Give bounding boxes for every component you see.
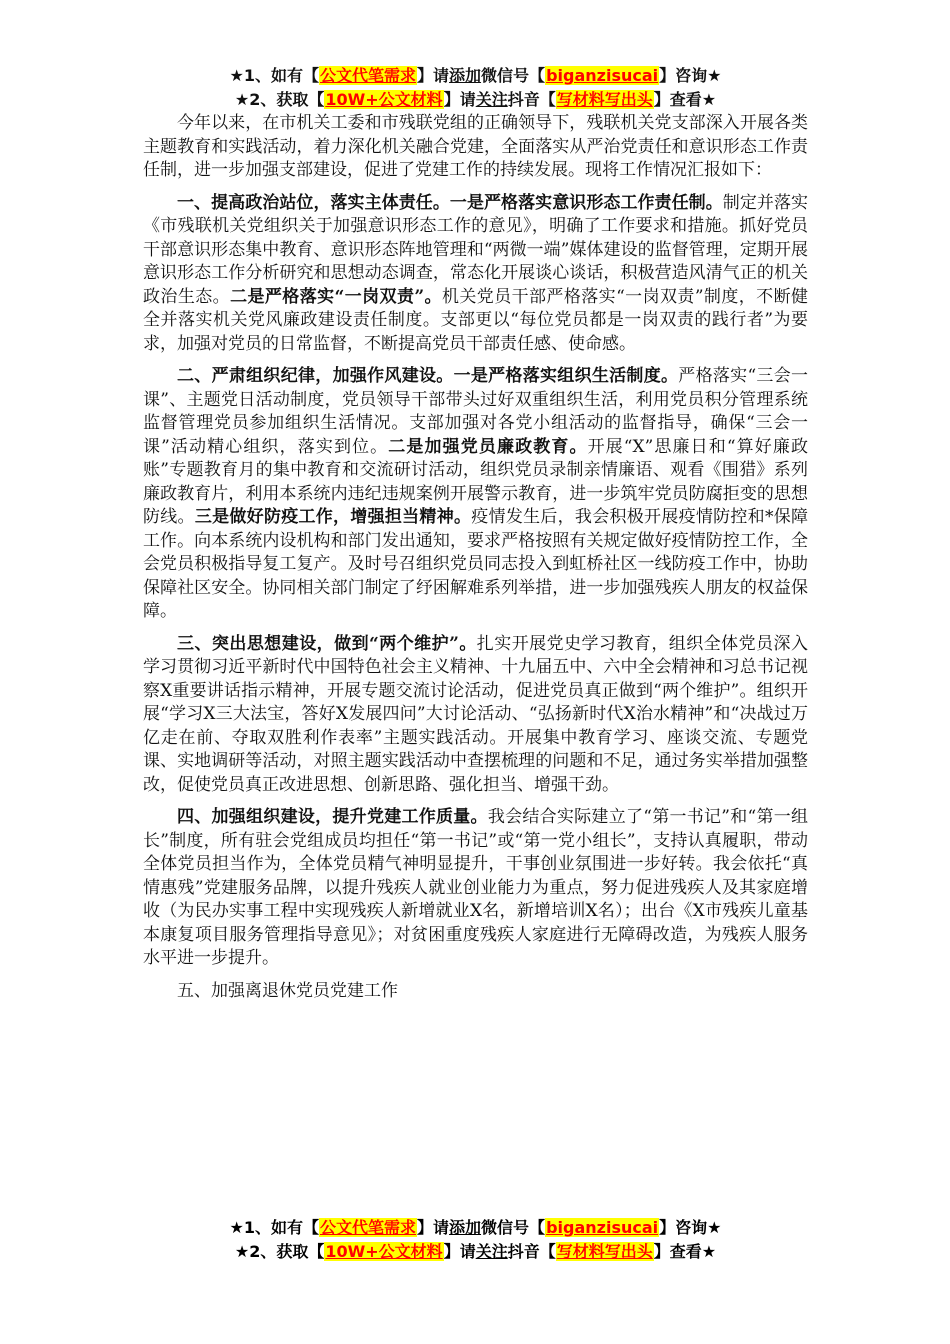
banner-underlined-text: 关注 xyxy=(475,90,508,109)
banner-text: ★1、如有【 xyxy=(229,1218,319,1237)
wechat-id-highlight: biganzisucai xyxy=(546,66,659,85)
banner-text: 】查看★ xyxy=(653,1242,717,1261)
banner-text: 】请 xyxy=(443,90,476,109)
promo-banner-bottom xyxy=(143,1216,808,1264)
highlighted-term: 10W+公文材料 xyxy=(325,1242,443,1261)
douyin-id-highlight: 写材料写出头 xyxy=(556,1242,653,1261)
section-2-subheading: 二是加强党员廉政教育。 xyxy=(388,436,588,457)
highlighted-term: 10W+公文材料 xyxy=(325,90,443,109)
highlighted-term: 公文代笔需求 xyxy=(320,66,417,85)
banner-text: 微信号【 xyxy=(481,1218,546,1237)
highlighted-term: 公文代笔需求 xyxy=(320,1218,417,1237)
section-1-paragraph xyxy=(143,192,808,357)
wechat-id-highlight: biganzisucai xyxy=(546,1218,659,1237)
banner-text: ★2、获取【 xyxy=(234,1242,325,1261)
banner-text: 】请 xyxy=(443,1242,476,1261)
section-5-heading: 五、加强离退休党员党建工作 xyxy=(177,980,398,1001)
banner-text: 】请 xyxy=(417,66,450,85)
section-2-heading: 二、严肃组织纪律，加强作风建设。一是严格落实组织生活制度。 xyxy=(177,366,679,386)
douyin-id-highlight: 写材料写出头 xyxy=(556,90,653,109)
section-1-text: 制定并落实《市残联机关党组织关于加强意识形态工作的意见》，明确了工作要求和措施。抓好党员干部意识形态集中教育、意识形态阵地管理和“两微一端”媒体建设的监督管理，定期开展意识形态工作分析研究和思想动态调查，常态化开展谈心谈话，积极营造风清气正的机关政治生态。 xyxy=(143,192,809,307)
banner-text: 】查看★ xyxy=(653,90,717,109)
intro-paragraph: 今年以来，在市机关工委和市残联党组的正确领导下，残联机关党支部深入开展各类主题教育和实践活动，着力深化机关融合党建，全面落实从严治党责任和意识形态工作责任制，进一步加强支部建设，促进了党建工作的持续发展。现将工作情况汇报如下： xyxy=(143,113,808,180)
section-4-heading: 四、加强组织建设，提升党建工作质量。 xyxy=(177,807,488,827)
promo-banner-line-1 xyxy=(143,64,808,88)
section-2-text: 疫情发生后，我会积极开展疫情防控和*保障工作。向本系统内设机构和部门发出通知，要求严格按照有关规定做好疫情防控工作，全会党员积极指导复工复产。及时号召组织党员同志投入到虹桥社区一线防疫工作中，协助保障社区安全。协同相关部门制定了纾困解难系列举措，进一步加强残疾人朋友的权益保障。 xyxy=(143,507,809,621)
section-2-subheading: 三是做好防疫工作，增强担当精神。 xyxy=(194,507,472,527)
section-1-text: 机关党员干部严格落实“一岗双责”制度，不断健全并落实机关党风廉政建设责任制度。支部更以“每位党员都是一岗双责的践行者”为要求，加强对党员的日常监督，不断提高党员干部责任感、使命感。 xyxy=(143,286,808,354)
banner-text: ★2、获取【 xyxy=(234,90,325,109)
section-1-subheading: 二是严格落实“一岗双责”。 xyxy=(230,286,442,307)
section-1-heading: 一、提高政治站位，落实主体责任。一是严格落实意识形态工作责任制。 xyxy=(177,192,723,213)
banner-text: 】请 xyxy=(417,1218,450,1237)
promo-banner-line-2 xyxy=(143,88,808,112)
banner-text: 抖音【 xyxy=(507,90,556,109)
document-page xyxy=(143,64,808,1003)
section-2-text: 开展“X”思廉日和“算好廉政账”专题教育月的集中教育和交流研讨活动，组织党员录制亲情廉语、观看《围猎》系列廉政教育片，利用本系统内违纪违规案例开展警示教育，进一步筑牢党员防腐拒变的思想防线。 xyxy=(143,436,808,527)
banner-underlined-text: 添加 xyxy=(449,1218,482,1237)
section-3-heading: 三、突出思想建设，做到“两个维护”。 xyxy=(177,633,477,654)
section-2-paragraph xyxy=(143,365,808,624)
banner-text: 微信号【 xyxy=(481,66,546,85)
banner-text: 】咨询★ xyxy=(659,66,722,85)
section-4-paragraph xyxy=(143,806,808,971)
section-5-paragraph xyxy=(143,980,808,1004)
section-3-paragraph xyxy=(143,633,808,798)
section-3-text: 扎实开展党史学习教育，组织全体党员深入学习贯彻习近平新时代中国特色社会主义精神、十九届五中、六中全会精神和习总书记视察X重要讲话指示精神，开展专题交流讨论活动，促进党员真正做到“两个维护”。组织开展“学习X三大法宝，答好X发展四问”大讨论活动、“弘扬新时代X治水精神”和“决战过万亿走在前、夺取双胜利作表率”主题实践活动。开展集中教育学习、座谈交流、专题党课、实地调研等活动，对照主题实践活动中查摆梳理的问题和不足，通过务实举措加强整改，促使党员真正改进思想、创新思路、强化担当、增强干劲。 xyxy=(143,633,808,795)
promo-banner-line-1 xyxy=(143,1216,808,1240)
banner-text: 抖音【 xyxy=(507,1242,556,1261)
section-4-text: 我会结合实际建立了“第一书记”和“第一组长”制度，所有驻会党组成员均担任“第一书记”或“第一党小组长”，支持认真履职，带动全体党员担当作为，全体党员精气神明显提升，干事创业氛围进一步好转。我会依托“真情惠残”党建服务品牌，以提升残疾人就业创业能力为重点，努力促进残疾人及其家庭增收（为民办实事工程中实现残疾人新增就业X名，新增培训X名）；出台《X市残疾儿童基本康复项目服务管理指导意见》；对贫困重度残疾人家庭进行无障碍改造，为残疾人服务水平进一步提升。 xyxy=(143,807,808,968)
banner-text: ★1、如有【 xyxy=(229,66,319,85)
banner-text: 】咨询★ xyxy=(659,1218,722,1237)
banner-underlined-text: 添加 xyxy=(449,66,482,85)
banner-underlined-text: 关注 xyxy=(475,1242,508,1261)
promo-banner-line-2 xyxy=(143,1240,808,1264)
section-2-text: 严格落实“三会一课”、主题党日活动制度，党员领导干部带头过好双重组织生活，利用党员积分管理系统监督管理党员参加组织生活情况。支部加强对各党小组活动的监督指导，确保“三会一课”活动精心组织，落实到位。 xyxy=(143,366,808,457)
